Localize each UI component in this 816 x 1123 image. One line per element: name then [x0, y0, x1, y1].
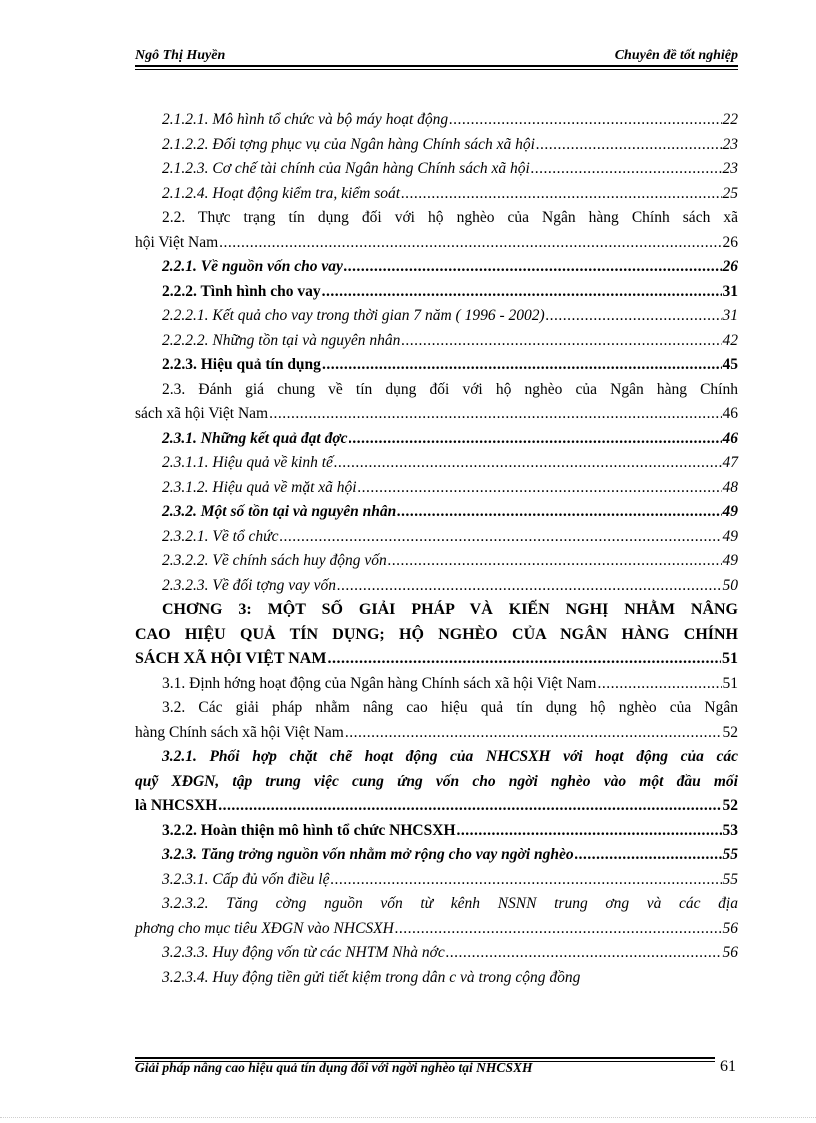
header-title: Chuyên đề tốt nghiệp — [614, 48, 738, 63]
toc-entry-line1[interactable]: 3.2.1. Phối hợp chặt chẽ hoạt động của NHCSXH với hoạt động của các — [162, 748, 738, 765]
footer-rule — [135, 1057, 715, 1059]
toc-entry[interactable]: 2.3.1. Những kết quả đạt đợc ..... 46 — [135, 427, 738, 452]
toc-entry[interactable]: 2.3.2.3. Về đối tợng vay vốn ..... 50 — [135, 574, 738, 599]
toc-entry[interactable]: 3.1. Định hớng hoạt động của Ngân hàng Chính sách xã hội Việt Nam ..... 51 — [135, 672, 738, 697]
toc-entry[interactable]: 2.1.2.3. Cơ chế tài chính của Ngân hàng Chính sách xã hội ..... 23 — [135, 157, 738, 182]
toc-entry[interactable]: 2.3.2.1. Về tổ chức ..... 49 — [135, 525, 738, 550]
toc-entry-line1[interactable]: 2.3. Đánh giá chung về tín dụng đối với hộ nghèo của Ngân hàng Chính — [162, 380, 738, 398]
toc-entry[interactable]: 3.2.3. Tăng trởng nguồn vốn nhằm mở rộng cho vay ngời nghèo ..... 55 — [135, 843, 738, 868]
chapter-heading-line2[interactable]: CAO HIỆU QUẢ TÍN DỤNG; HỘ NGHÈO CỦA NGÂN HÀNG CHÍNH — [135, 625, 738, 643]
toc-entry[interactable]: 3.2.2. Hoàn thiện mô hình tổ chức NHCSXH ..... 53 — [135, 819, 738, 844]
toc-entry-line2[interactable]: phơng cho mục tiêu XĐGN vào NHCSXH ..... 56 — [135, 917, 738, 942]
toc-entry-line1[interactable]: 3.2. Các giải pháp nhằm nâng cao hiệu quả tín dụng hộ nghèo của Ngân — [162, 699, 738, 716]
page-edge-divider — [0, 1117, 816, 1118]
toc-entry[interactable]: 2.3.2. Một số tồn tại và nguyên nhân ..... 49 — [135, 500, 738, 525]
chapter-heading-line1[interactable]: CHƠNG 3: MỘT SỐ GIẢI PHÁP VÀ KIẾN NGHỊ NHẰM NÂNG — [162, 601, 738, 618]
toc-entry[interactable]: 2.2.2.2. Những tồn tại và nguyên nhân ..... 42 — [135, 329, 738, 354]
chapter-heading-line3[interactable]: SÁCH XÃ HỘI VIỆT NAM ..... 51 — [135, 647, 738, 672]
header-rule — [135, 65, 738, 67]
toc-entry-line2[interactable]: hội Việt Nam ..... 26 — [135, 231, 738, 256]
toc-entry[interactable]: 3.2.3.3. Huy động vốn từ các NHTM Nhà nớc ..... 56 — [135, 941, 738, 966]
table-of-contents — [135, 108, 738, 990]
toc-entry[interactable]: 2.3.1.2. Hiệu quả về mặt xã hội ..... 48 — [135, 476, 738, 501]
toc-entry[interactable]: 2.1.2.1. Mô hình tổ chức và bộ máy hoạt động ..... 22 — [135, 108, 738, 133]
page-number: 61 — [720, 1058, 736, 1075]
toc-entry-line2[interactable]: quỹ XĐGN, tập trung việc cung ứng vốn cho ngời nghèo vào một đầu mối — [135, 772, 738, 790]
toc-entry[interactable]: 2.1.2.2. Đối tợng phục vụ của Ngân hàng Chính sách xã hội ..... 23 — [135, 133, 738, 158]
toc-entry[interactable]: 2.2.2.1. Kết quả cho vay trong thời gian 7 năm ( 1996 - 2002) ..... 31 — [135, 304, 738, 329]
toc-entry[interactable]: 2.2.1. Về nguồn vốn cho vay ..... 26 — [135, 255, 738, 280]
toc-entry[interactable]: 2.3.1.1. Hiệu quả về kinh tế ..... 47 — [135, 451, 738, 476]
toc-entry[interactable]: 2.1.2.4. Hoạt động kiểm tra, kiểm soát ..... 25 — [135, 182, 738, 207]
toc-entry[interactable]: 2.2.2. Tình hình cho vay ..... 31 — [135, 280, 738, 305]
toc-entry[interactable]: 3.2.3.4. Huy động tiền gửi tiết kiệm trong dân c và trong cộng đồng — [162, 968, 581, 986]
toc-entry-line2[interactable]: sách xã hội Việt Nam ..... 46 — [135, 402, 738, 427]
header-rule-thin — [135, 69, 738, 70]
toc-entry[interactable]: 2.3.2.2. Về chính sách huy động vốn ..... 49 — [135, 549, 738, 574]
toc-entry-line1[interactable]: 3.2.3.2. Tăng cờng nguồn vốn từ kênh NSNN trung ơng và các địa — [162, 895, 738, 912]
toc-entry-line1[interactable]: 2.2. Thực trạng tín dụng đối với hộ nghèo của Ngân hàng Chính sách xã — [162, 209, 738, 226]
footer-title: Giải pháp nâng cao hiệu quả tín dụng đối với ngời nghèo tại NHCSXH — [135, 1060, 533, 1075]
toc-entry-line2[interactable]: hàng Chính sách xã hội Việt Nam ..... 52 — [135, 721, 738, 746]
toc-entry[interactable]: 3.2.3.1. Cấp đủ vốn điều lệ ..... 55 — [135, 868, 738, 893]
toc-entry-line3[interactable]: là NHCSXH ..... 52 — [135, 794, 738, 819]
header-author: Ngô Thị Huyền — [135, 48, 226, 63]
toc-entry[interactable]: 2.2.3. Hiệu quả tín dụng ..... 45 — [135, 353, 738, 378]
